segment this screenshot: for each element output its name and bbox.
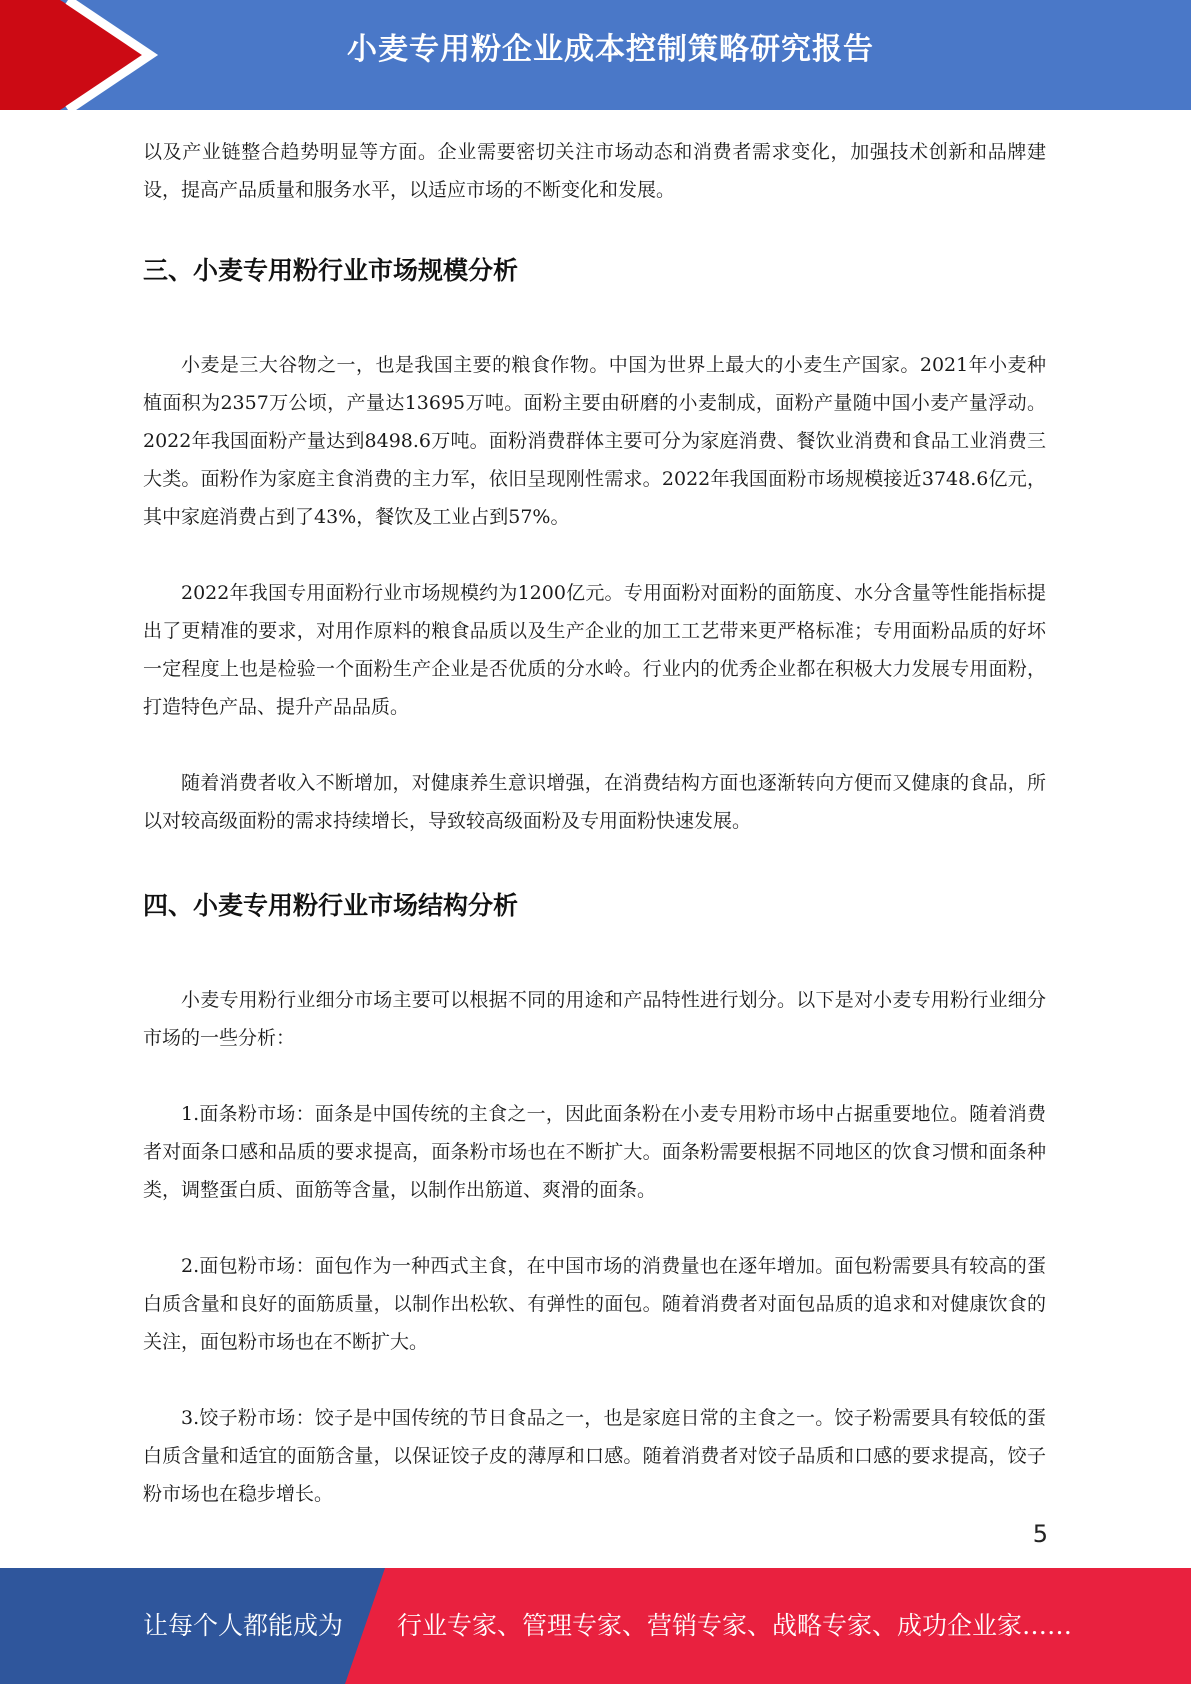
- page-footer: [0, 1568, 1191, 1684]
- market-size-paragraph-3: 随着消费者收入不断增加，对健康养生意识增强，在消费结构方面也逐渐转向方便而又健康的食品，所以对较高级面粉的需求持续增长，导致较高级面粉及专用面粉快速发展。: [143, 772, 1046, 832]
- footer-slogan-right: 行业专家、管理专家、营销专家、战略专家、成功企业家……: [397, 1611, 1073, 1640]
- bread-flour-paragraph: 2.面包粉市场：面包作为一种西式主食，在中国市场的消费量也在逐年增加。面包粉需要具有较高的蛋白质含量和良好的面筋质量，以制作出松软、有弹性的面包。随着消费者对面包品质的追求和对健康饮食的关注，面包粉市场也在不断扩大。: [143, 1255, 1046, 1353]
- intro-paragraph: 以及产业链整合趋势明显等方面。企业需要密切关注市场动态和消费者需求变化，加强技术创新和品牌建设，提高产品质量和服务水平，以适应市场的不断变化和发展。: [143, 141, 1046, 201]
- dumpling-flour-paragraph: 3.饺子粉市场：饺子是中国传统的节日食品之一，也是家庭日常的主食之一。饺子粉需要具有较低的蛋白质含量和适宜的面筋含量，以保证饺子皮的薄厚和口感。随着消费者对饺子品质和口感的要求提高，饺子粉市场也在稳步增长。: [143, 1407, 1046, 1505]
- market-structure-paragraph-1: 小麦专用粉行业细分市场主要可以根据不同的用途和产品特性进行划分。以下是对小麦专用粉行业细分市场的一些分析：: [143, 989, 1046, 1049]
- page-content: [143, 133, 1046, 1513]
- page-header: [0, 0, 1191, 110]
- footer-slogan-left: 让每个人都能成为: [143, 1611, 344, 1640]
- section-heading-market-size: 三、小麦专用粉行业市场规模分析: [143, 256, 519, 285]
- market-size-paragraph-1: 小麦是三大谷物之一，也是我国主要的粮食作物。中国为世界上最大的小麦生产国家。2021年小麦种植面积为2357万公顷，产量达13695万吨。面粉主要由研磨的小麦制成，面粉产量随中国小麦产量浮动。2022年我国面粉产量达到8498.6万吨。面粉消费群体主要可分为家庭消费、餐饮业消费和食品工业消费三大类。面粉作为家庭主食消费的主力军，依旧呈现刚性需求。2022年我国面粉市场规模接近3748.6亿元，其中家庭消费占到了43%，餐饮及工业占到57%。: [143, 354, 1046, 528]
- page-number: 5: [1032, 1520, 1048, 1548]
- market-size-paragraph-2: 2022年我国专用面粉行业市场规模约为1200亿元。专用面粉对面粉的面筋度、水分含量等性能指标提出了更精准的要求，对用作原料的粮食品质以及生产企业的加工工艺带来更严格标准；专用面粉品质的好坏一定程度上也是检验一个面粉生产企业是否优质的分水岭。行业内的优秀企业都在积极大力发展专用面粉，打造特色产品、提升产品品质。: [143, 582, 1046, 718]
- header-red-chevron: [0, 0, 150, 110]
- section-heading-market-structure: 四、小麦专用粉行业市场结构分析: [143, 891, 519, 920]
- report-title: 小麦专用粉企业成本控制策略研究报告: [347, 32, 874, 67]
- noodle-flour-paragraph: 1.面条粉市场：面条是中国传统的主食之一，因此面条粉在小麦专用粉市场中占据重要地位。随着消费者对面条口感和品质的要求提高，面条粉市场也在不断扩大。面条粉需要根据不同地区的饮食习惯和面条种类，调整蛋白质、面筋等含量，以制作出筋道、爽滑的面条。: [143, 1103, 1046, 1201]
